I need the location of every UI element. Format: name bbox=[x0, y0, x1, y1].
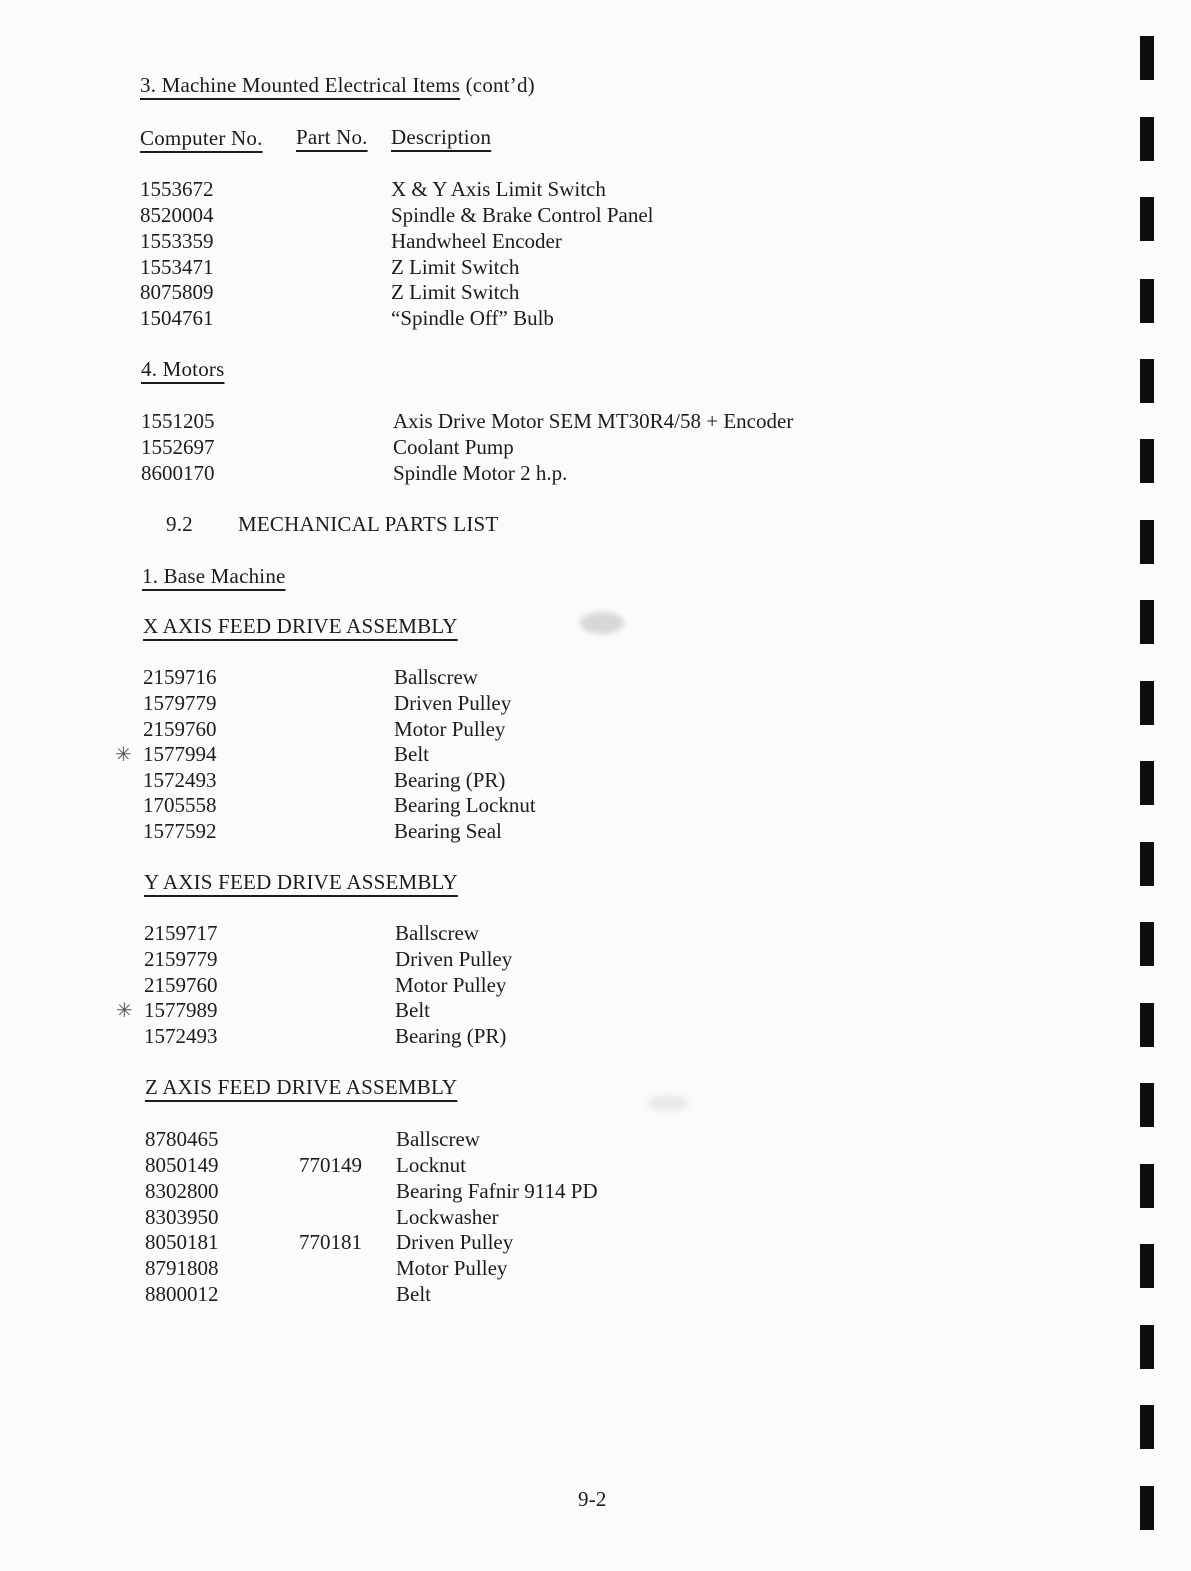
description: Driven Pulley bbox=[396, 1230, 514, 1254]
computer-number: 8780465 bbox=[145, 1127, 219, 1151]
computer-number: 8302800 bbox=[145, 1179, 219, 1203]
table-row bbox=[140, 254, 840, 280]
description: Locknut bbox=[396, 1153, 466, 1177]
description: Bearing Fafnir 9114 PD bbox=[396, 1179, 598, 1203]
description: Bearing Locknut bbox=[394, 793, 536, 817]
binder-mark bbox=[1140, 922, 1154, 966]
computer-number: 2159760 bbox=[143, 717, 217, 741]
description: Belt bbox=[396, 1282, 431, 1306]
table-row bbox=[143, 741, 643, 767]
computer-number: 2159716 bbox=[143, 665, 217, 689]
computer-number: 1551205 bbox=[141, 409, 215, 433]
computer-number: 1572493 bbox=[144, 1024, 218, 1048]
description: Ballscrew bbox=[394, 665, 478, 689]
binder-mark bbox=[1140, 1164, 1154, 1208]
description: Belt bbox=[394, 742, 429, 766]
table-row bbox=[145, 1255, 665, 1281]
computer-number: 2159717 bbox=[144, 921, 218, 945]
computer-number: 8303950 bbox=[145, 1205, 219, 1229]
part-number: 770149 bbox=[299, 1153, 362, 1177]
page-number: 9-2 bbox=[578, 1487, 607, 1511]
binder-mark bbox=[1140, 1486, 1154, 1530]
computer-number: 2159779 bbox=[144, 947, 218, 971]
computer-number: 1572493 bbox=[143, 768, 217, 792]
description: Spindle Motor 2 h.p. bbox=[393, 461, 568, 485]
table-row bbox=[145, 1126, 665, 1152]
table-row bbox=[143, 690, 643, 716]
description: Spindle & Brake Control Panel bbox=[391, 203, 654, 227]
binder-mark bbox=[1140, 1244, 1154, 1288]
computer-number: 8050149 bbox=[145, 1153, 219, 1177]
section-title-motors: 4. Motors bbox=[141, 357, 225, 381]
computer-number: 1577989 bbox=[144, 998, 218, 1022]
column-header-description: Description bbox=[391, 125, 492, 149]
part-number: 770181 bbox=[299, 1230, 362, 1254]
paper-smudge bbox=[648, 1095, 688, 1111]
computer-number: 1577994 bbox=[143, 742, 217, 766]
section-title-text: 3. Machine Mounted Electrical Items bbox=[140, 73, 461, 97]
table-row bbox=[143, 716, 643, 742]
computer-number: 8050181 bbox=[145, 1230, 219, 1254]
computer-number: 1577592 bbox=[143, 819, 217, 843]
binder-mark bbox=[1140, 359, 1154, 403]
table-row bbox=[141, 460, 861, 486]
asterisk-mark: ✳ bbox=[115, 744, 132, 766]
description: Z Limit Switch bbox=[391, 255, 520, 279]
z-axis-title: Z AXIS FEED DRIVE ASSEMBLY bbox=[145, 1075, 458, 1099]
binder-mark bbox=[1140, 842, 1154, 886]
description: Motor Pulley bbox=[395, 973, 507, 997]
binder-mark bbox=[1140, 600, 1154, 644]
y-axis-title: Y AXIS FEED DRIVE ASSEMBLY bbox=[144, 870, 458, 894]
description: Ballscrew bbox=[396, 1127, 480, 1151]
computer-number: 8791808 bbox=[145, 1256, 219, 1280]
table-row bbox=[144, 1023, 644, 1049]
description: Belt bbox=[395, 998, 430, 1022]
table-row bbox=[143, 767, 643, 793]
description: Lockwasher bbox=[396, 1205, 499, 1229]
computer-number: 1553471 bbox=[140, 255, 214, 279]
table-row bbox=[144, 920, 644, 946]
description: Motor Pulley bbox=[394, 717, 506, 741]
description: Bearing (PR) bbox=[394, 768, 506, 792]
computer-number: 1504761 bbox=[140, 306, 214, 330]
computer-number: 8600170 bbox=[141, 461, 215, 485]
computer-number: 2159760 bbox=[144, 973, 218, 997]
description: Coolant Pump bbox=[393, 435, 514, 459]
binder-mark bbox=[1140, 520, 1154, 564]
column-header-part: Part No. bbox=[296, 125, 368, 149]
paper-smudge bbox=[580, 612, 624, 634]
table-row bbox=[140, 279, 840, 305]
computer-number: 1553359 bbox=[140, 229, 214, 253]
description: Motor Pulley bbox=[396, 1256, 508, 1280]
table-row bbox=[143, 664, 643, 690]
binder-mark bbox=[1140, 761, 1154, 805]
description: Bearing (PR) bbox=[395, 1024, 507, 1048]
computer-number: 8075809 bbox=[140, 280, 214, 304]
binder-mark bbox=[1140, 1405, 1154, 1449]
mechanical-section-title: MECHANICAL PARTS LIST bbox=[238, 512, 499, 536]
table-row bbox=[145, 1178, 665, 1204]
description: Ballscrew bbox=[395, 921, 479, 945]
computer-number: 1579779 bbox=[143, 691, 217, 715]
table-row bbox=[141, 408, 861, 434]
x-axis-title: X AXIS FEED DRIVE ASSEMBLY bbox=[143, 614, 458, 638]
computer-number: 8520004 bbox=[140, 203, 214, 227]
mechanical-section-number: 9.2 bbox=[166, 512, 193, 536]
asterisk-mark: ✳ bbox=[116, 1000, 133, 1022]
table-row bbox=[143, 792, 643, 818]
table-row bbox=[144, 997, 644, 1023]
description: Bearing Seal bbox=[394, 819, 502, 843]
description: “Spindle Off” Bulb bbox=[391, 306, 554, 330]
binder-mark bbox=[1140, 279, 1154, 323]
computer-number: 1553672 bbox=[140, 177, 214, 201]
description: X & Y Axis Limit Switch bbox=[391, 177, 606, 201]
table-row bbox=[145, 1204, 665, 1230]
section-title-suffix: (cont’d) bbox=[460, 73, 535, 97]
column-header-computer: Computer No. bbox=[140, 126, 263, 150]
table-row bbox=[140, 202, 840, 228]
table-row bbox=[144, 946, 644, 972]
binder-mark bbox=[1140, 117, 1154, 161]
table-row bbox=[145, 1281, 665, 1307]
table-row bbox=[140, 228, 840, 254]
description: Handwheel Encoder bbox=[391, 229, 562, 253]
table-row bbox=[144, 972, 644, 998]
binder-mark bbox=[1140, 1325, 1154, 1369]
base-machine-title: 1. Base Machine bbox=[142, 564, 286, 588]
table-row bbox=[145, 1229, 665, 1255]
description: Driven Pulley bbox=[395, 947, 513, 971]
computer-number: 1552697 bbox=[141, 435, 215, 459]
binder-mark bbox=[1140, 197, 1154, 241]
binder-mark bbox=[1140, 36, 1154, 80]
description: Driven Pulley bbox=[394, 691, 512, 715]
description: Z Limit Switch bbox=[391, 280, 520, 304]
table-row bbox=[145, 1152, 665, 1178]
table-row bbox=[140, 176, 840, 202]
description: Axis Drive Motor SEM MT30R4/58 + Encoder bbox=[393, 409, 794, 433]
computer-number: 1705558 bbox=[143, 793, 217, 817]
binder-mark bbox=[1140, 439, 1154, 483]
table-row bbox=[140, 305, 840, 331]
binder-mark bbox=[1140, 1003, 1154, 1047]
table-row bbox=[143, 818, 643, 844]
computer-number: 8800012 bbox=[145, 1282, 219, 1306]
binder-mark bbox=[1140, 1083, 1154, 1127]
binder-mark bbox=[1140, 681, 1154, 725]
table-row bbox=[141, 434, 861, 460]
section-title-electrical bbox=[140, 72, 535, 98]
